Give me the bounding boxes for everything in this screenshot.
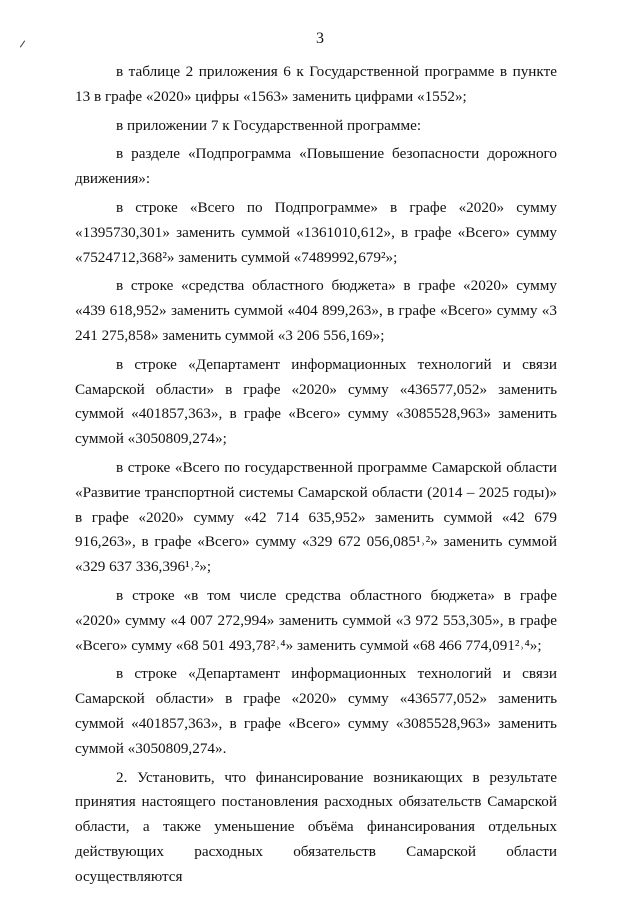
paragraph-it-department-2: в строке «Департамент информационных технологий и связи Самарской области» в графе «2020» сумму «436577,052» заменить суммой «401857,363», в графе «Всего» сумму «3085528,963» заменить суммой «3050809,274».	[75, 665, 557, 757]
paragraph-item-2: 2. Установить, что финансирование возникающих в результате принятия настоящего постановления расходных обязательств Самарской области, а также уменьшение объёма финансирования отдельных действующих расходных обязательств Самарской области осуществляются	[75, 768, 557, 885]
paragraph-table2-appendix6: в таблице 2 приложения 6 к Государственной программе в пункте 13 в графе «2020» цифры «1563» заменить цифрами «1552»;	[75, 63, 557, 105]
paragraph-regional-budget: в строке «средства областного бюджета» в графе «2020» сумму «439 618,952» заменить суммой «404 899,263», в графе «Всего» сумму «3 241 275,858» заменить суммой «3 206 556,169»;	[75, 277, 557, 344]
document-body	[75, 60, 557, 890]
paragraph-total-state-program: в строке «Всего по государственной программе Самарской области «Развитие транспортной системы Самарской области (2014 – 2025 годы)» в графе «2020» сумму «42 714 635,952» заменить суммой «42 679 916,263», в графе «Всего» сумму «329 672 056,085¹˒²» заменить суммой «329 637 336,396¹˒²»;	[75, 458, 557, 576]
paragraph-appendix7: в приложении 7 к Государственной программе:	[116, 116, 422, 134]
paragraph-section-road-safety: в разделе «Подпрограмма «Повышение безопасности дорожного движения»:	[75, 145, 557, 188]
paragraph-total-subprogram: в строке «Всего по Подпрограмме» в графе «2020» сумму «1395730,301» заменить суммой «1361010,612», в графе «Всего» сумму «7524712,368²» заменить суммой «7489992,679²»;	[75, 198, 557, 266]
page-number: 3	[316, 30, 324, 47]
paragraph-including-regional-budget: в строке «в том числе средства областного бюджета» в графе «2020» сумму «4 007 272,994» заменить суммой «3 972 553,305», в графе «Всего» сумму «68 501 493,78²˒⁴» заменить суммой «68 466 774,091²˒⁴»;	[75, 586, 557, 654]
paragraph-it-department: в строке «Департамент информационных технологий и связи Самарской области» в графе «2020» сумму «436577,052» заменить суммой «401857,363», в графе «Всего» сумму «3085528,963» заменить суммой «3050809,274»;	[75, 355, 557, 448]
